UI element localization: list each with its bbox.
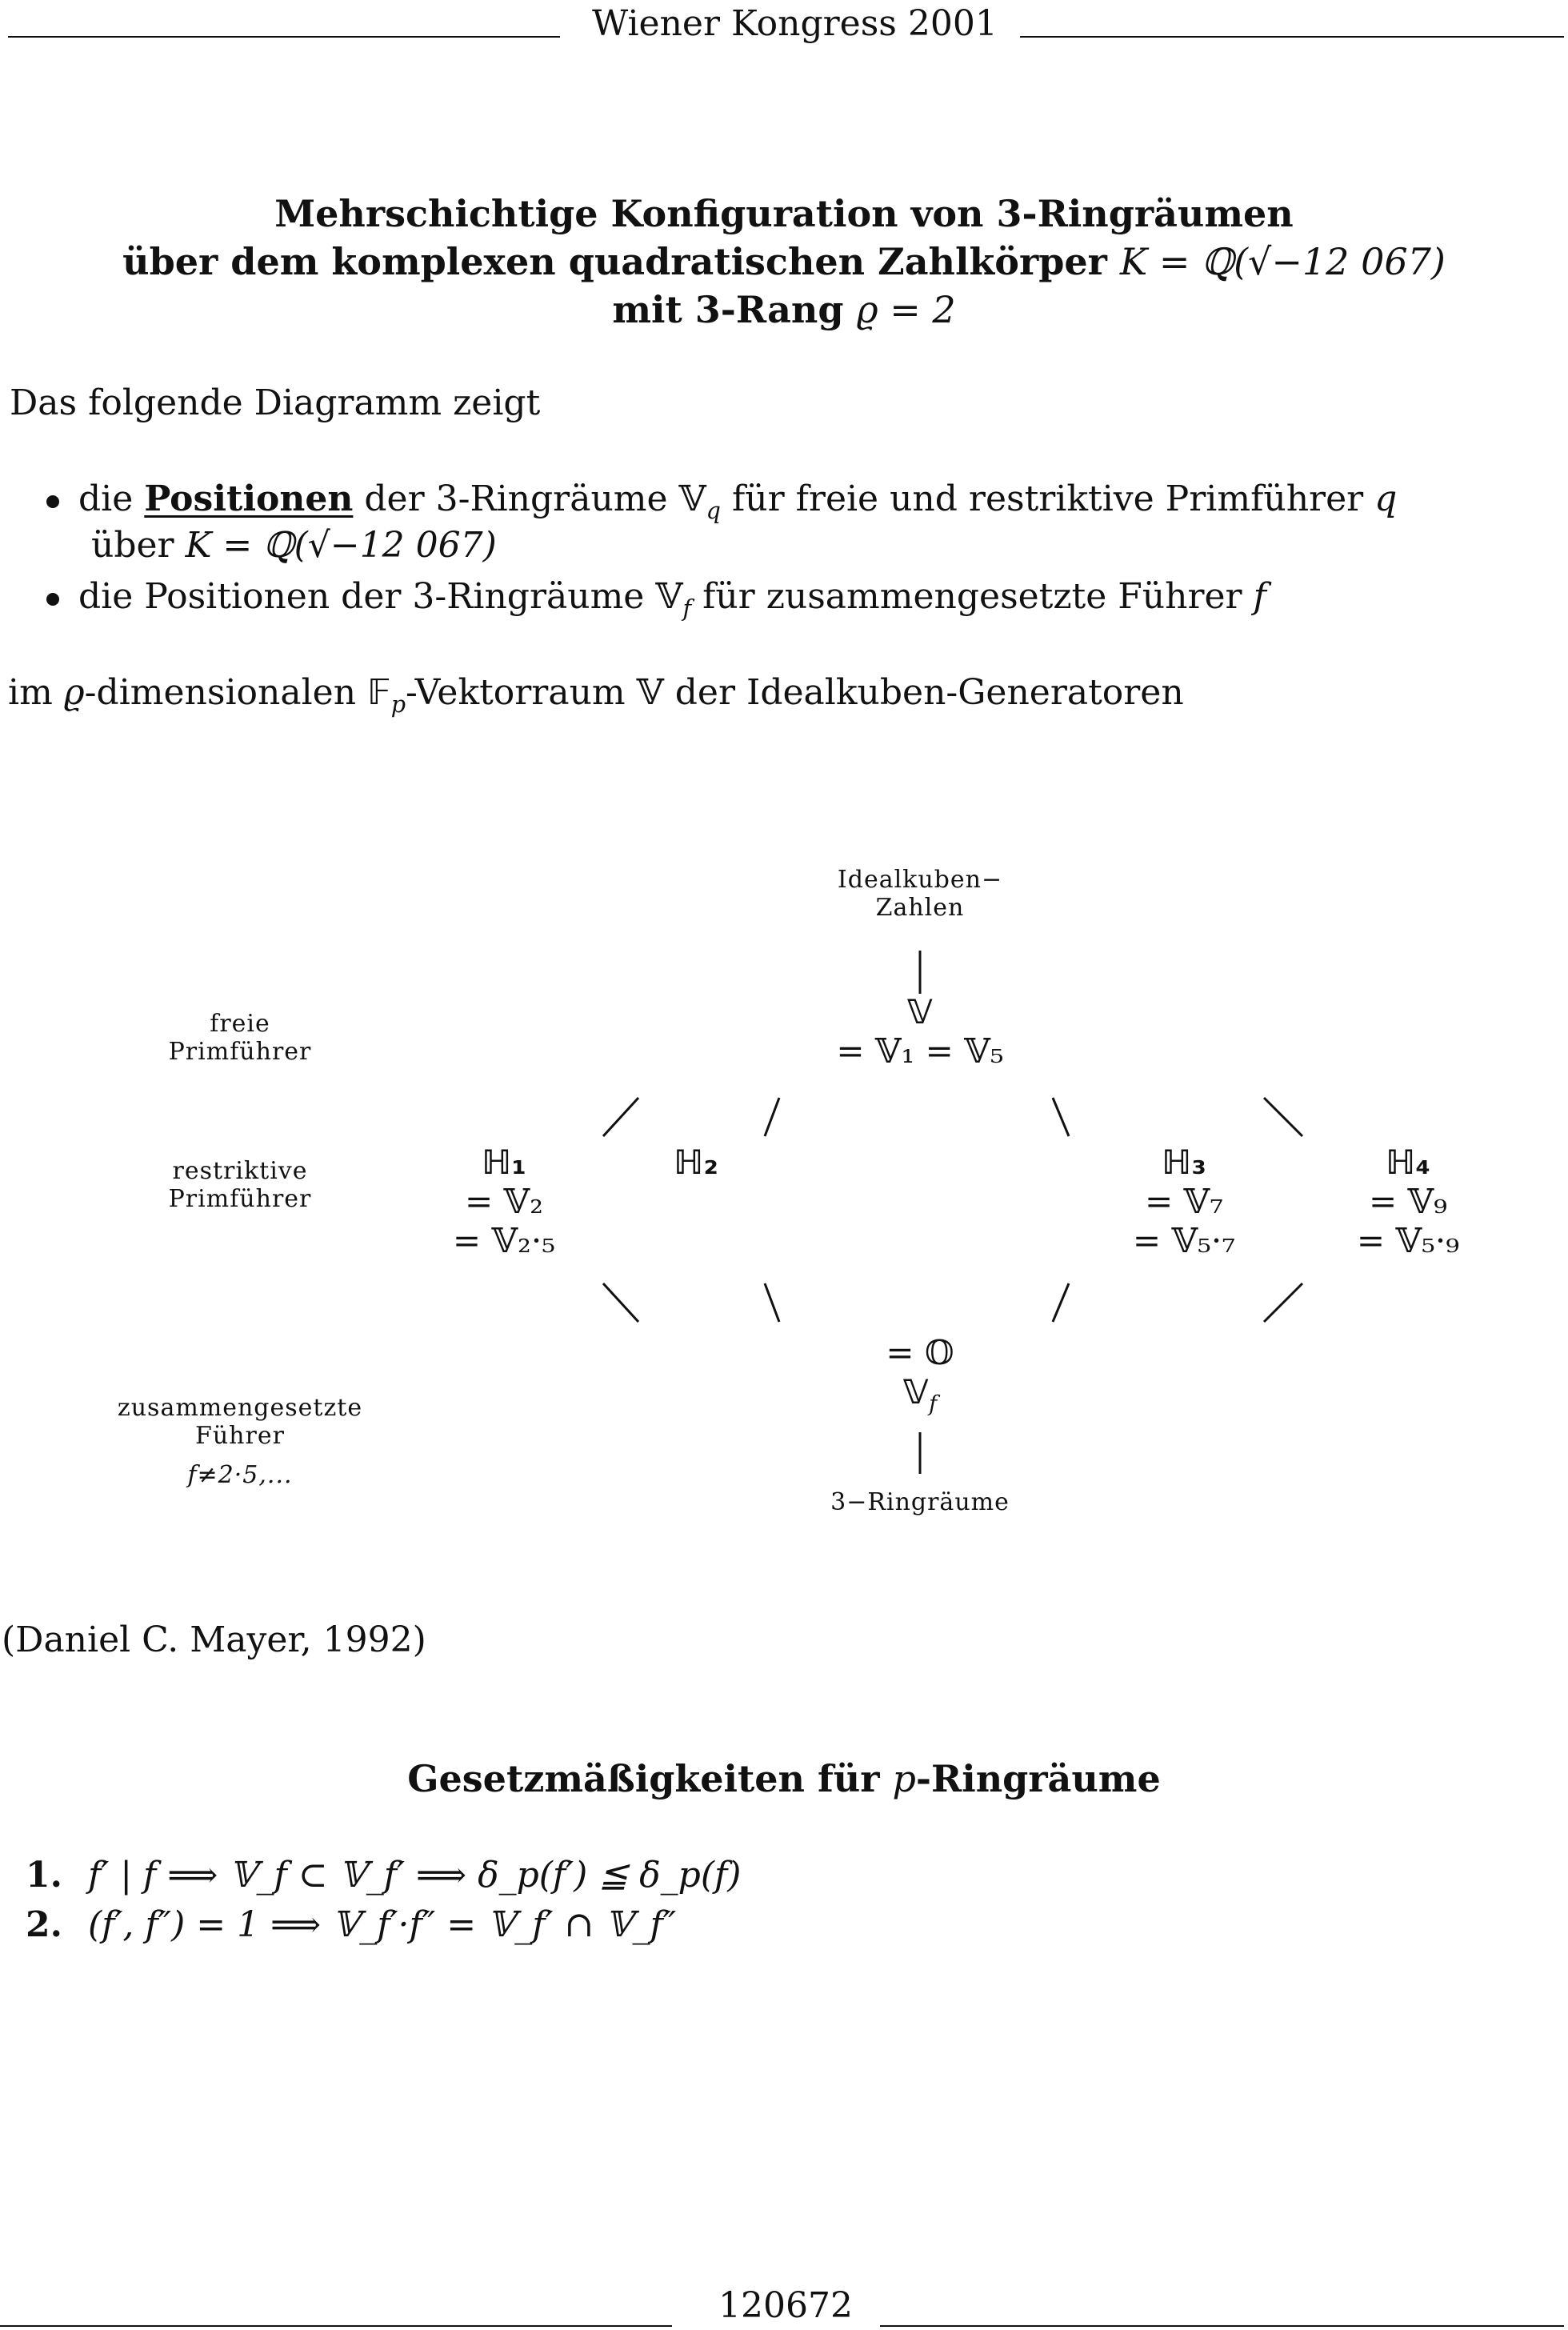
title-line-2-text: über dem komplexen quadratischen Zahlkörper: [122, 240, 1107, 283]
h4-eq-2: = 𝕍₅·₉: [1356, 1221, 1460, 1260]
bullet-1-bold: Positionen: [144, 478, 354, 519]
bullet-1-sub: q: [706, 496, 721, 524]
bullet-2-text: die Positionen der 3-Ringräume 𝕍: [78, 576, 683, 617]
bottom-node-eq: = 𝕆: [886, 1333, 954, 1372]
space-post: -Vektorraum 𝕍 der Idealkuben-Generatoren: [406, 672, 1184, 713]
edge-h2-to-bottom: [765, 1283, 779, 1322]
h2-symbol: ℍ₂: [674, 1143, 718, 1182]
top-node-v: 𝕍: [906, 992, 934, 1031]
title-line-3-text: mit 3-Rang: [612, 288, 844, 331]
bottom-node: [800, 1333, 1040, 1416]
bottom-node-v-symbol: 𝕍: [902, 1372, 930, 1411]
bullet-1-line-2-text: über: [91, 525, 174, 566]
h1-eq-2: = 𝕍₂·₅: [452, 1221, 556, 1260]
bullet-2-sub: f: [682, 594, 692, 622]
space-pre: im: [8, 672, 53, 713]
node-h4: [1312, 1143, 1504, 1260]
left-label-restrictive: [120, 1157, 360, 1213]
h4-eq-1: = 𝕍₉: [1369, 1182, 1447, 1221]
law-2: [26, 1904, 676, 1945]
h3-eq-1: = 𝕍₇: [1145, 1182, 1223, 1221]
bottom-label: 3−Ringräume: [830, 1488, 1010, 1516]
bullet-2-f: f: [1253, 576, 1266, 617]
header-title: Wiener Kongress 2001: [592, 3, 998, 44]
edge-h4-to-bottom: [1264, 1283, 1302, 1322]
edge-top-to-h2: [765, 1098, 779, 1136]
edge-h1-to-bottom: [603, 1283, 638, 1322]
left-restr-1: restriktive: [172, 1157, 308, 1185]
left-comp-3: f≠2·5,...: [187, 1461, 293, 1489]
node-h1: [408, 1143, 600, 1260]
top-node-eq: = 𝕍₁ = 𝕍₅: [836, 1031, 1004, 1071]
bullet-1-pre: die: [78, 478, 134, 519]
title-line-2-math: K = ℚ(√−12 067): [1119, 240, 1446, 283]
section-title-rest: -Ringräume: [915, 1757, 1161, 1800]
edge-top-to-h3: [1053, 1098, 1069, 1136]
footer-rule-right: [880, 2325, 1564, 2327]
node-h3: [1088, 1143, 1280, 1260]
section-title-text: Gesetzmäßigkeiten für: [407, 1757, 880, 1800]
left-label-free: [120, 1010, 360, 1066]
law-1-formula: f′ | f ⟹ 𝕍_f ⊂ 𝕍_f′ ⟹ δ_p(f′) ≦ δ_p(f): [87, 1855, 742, 1896]
bullet-1-line-2-math: K = ℚ(√−12 067): [185, 525, 497, 566]
edge-top-to-h4: [1264, 1098, 1302, 1136]
top-label-line-2: Zahlen: [875, 894, 965, 922]
law-2-formula: (f′, f″) = 1 ⟹ 𝕍_f′·f″ = 𝕍_f′ ∩ 𝕍_f″: [87, 1904, 677, 1945]
node-h2: [632, 1143, 760, 1182]
h1-symbol: ℍ₁: [482, 1143, 526, 1182]
footer-page-number: 120672: [718, 2285, 853, 2326]
space-field-sub: p: [390, 690, 406, 718]
left-free-2: Primführer: [168, 1038, 312, 1066]
bullet-1-q: q: [1374, 478, 1398, 519]
left-comp-2: Führer: [195, 1422, 285, 1450]
bottom-node-v: [800, 1372, 1040, 1416]
bullet-2-rest: für zusammengesetzte Führer: [702, 576, 1242, 617]
left-restr-2: Primführer: [168, 1185, 312, 1213]
space-field: 𝔽: [367, 672, 391, 713]
space-mid: -dimensionalen: [84, 672, 357, 713]
top-label-line-1: Idealkuben−: [837, 866, 1003, 894]
h4-symbol: ℍ₄: [1386, 1143, 1430, 1182]
page-title-line-1: Mehrschichtige Konfiguration von 3-Ringräumen: [274, 192, 1294, 235]
law-2-number: 2.: [26, 1904, 62, 1945]
edge-top-to-h1: [603, 1098, 638, 1136]
h1-eq-1: = 𝕍₂: [465, 1182, 543, 1221]
left-free-1: freie: [210, 1010, 270, 1038]
h3-symbol: ℍ₃: [1162, 1143, 1206, 1182]
top-node: [760, 992, 1080, 1071]
law-1: [26, 1855, 741, 1896]
bullet-1-text: der 3-Ringräume 𝕍: [364, 478, 706, 519]
intro-text: Das folgende Diagramm zeigt: [10, 382, 541, 423]
section-title-math: p: [892, 1757, 916, 1800]
bottom-node-v-sub: f: [929, 1391, 938, 1417]
left-label-composite: [80, 1394, 400, 1489]
edge-h3-to-bottom: [1053, 1283, 1069, 1322]
space-rho: ϱ: [63, 672, 85, 713]
left-comp-1: zusammengesetzte: [117, 1394, 363, 1422]
bullet-1-rest: für freie und restriktive Primführer: [731, 478, 1364, 519]
law-1-number: 1.: [26, 1855, 62, 1896]
h3-eq-2: = 𝕍₅·₇: [1132, 1221, 1236, 1260]
footer-rule-left: [0, 2325, 672, 2327]
author-credit: (Daniel C. Mayer, 1992): [2, 1619, 426, 1660]
top-label: [800, 866, 1040, 922]
title-line-3-math: ϱ = 2: [856, 288, 956, 331]
section-title: [0, 1757, 1568, 1800]
